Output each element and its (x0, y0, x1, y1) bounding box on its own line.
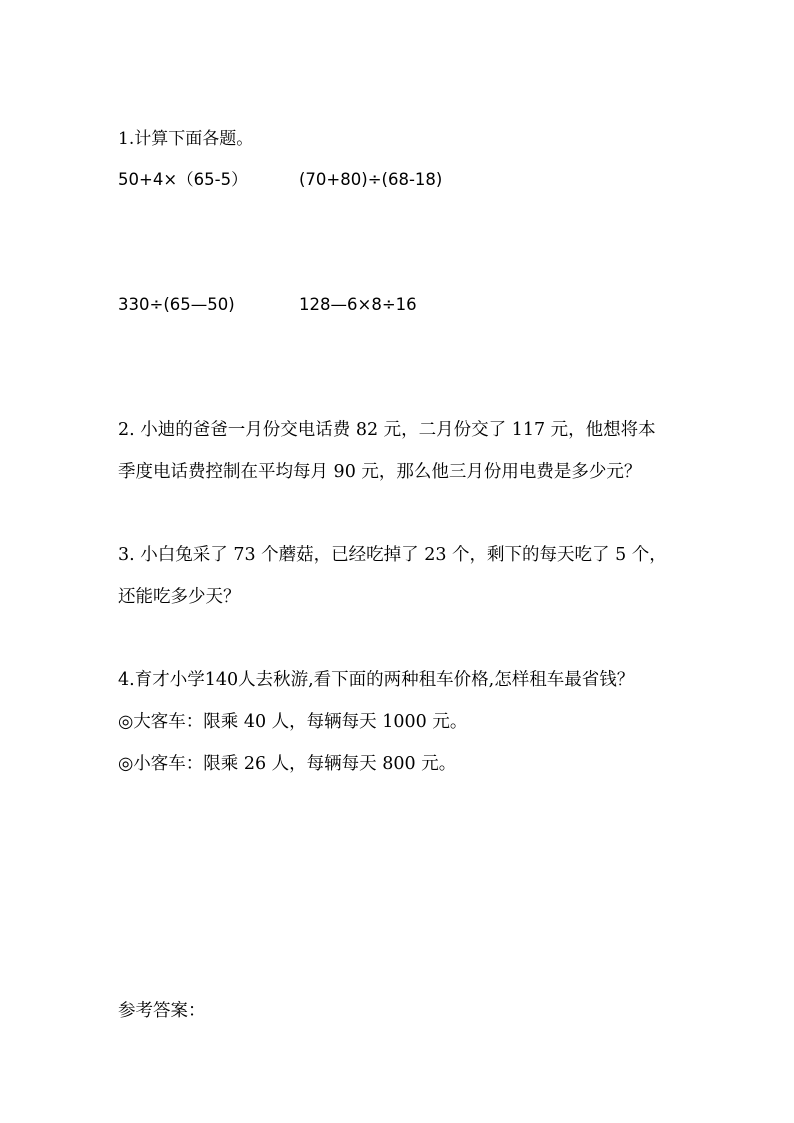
question-4: 4.育才小学140人去秋游,看下面的两种租车价格,怎样租车最省钱？ (118, 670, 635, 690)
answers-heading: 参考答案： (118, 1001, 206, 1021)
question-2-line-2: 季度电话费控制在平均每月 90 元，那么他三月份用电费是多少元？ (118, 462, 642, 482)
question-4-option-bus: ◎大客车：限乘 40 人，每辆每天 1000 元。 (118, 712, 468, 732)
expression-1a: 50+4×（65-5） (118, 170, 248, 189)
question-3-line-2: 还能吃多少天？ (118, 587, 241, 607)
question-4-option-minibus: ◎小客车：限乘 26 人，每辆每天 800 元。 (118, 754, 457, 774)
question-2-line-1: 2. 小迪的爸爸一月份交电话费 82 元，二月份交了 117 元，他想将本 (118, 420, 656, 440)
expression-1b: (70+80)÷(68-18) (299, 170, 443, 189)
expression-2b: 128—6×8÷16 (299, 295, 417, 314)
expression-row-2 (118, 293, 417, 317)
question-3-line-1: 3. 小白兔采了 73 个蘑菇，已经吃掉了 23 个，剩下的每天吃了 5 个， (118, 545, 667, 565)
expression-2a: 330÷(65—50) (118, 295, 235, 314)
expression-row-1 (118, 168, 443, 192)
section-1-title: 1.计算下面各题。 (118, 129, 254, 149)
